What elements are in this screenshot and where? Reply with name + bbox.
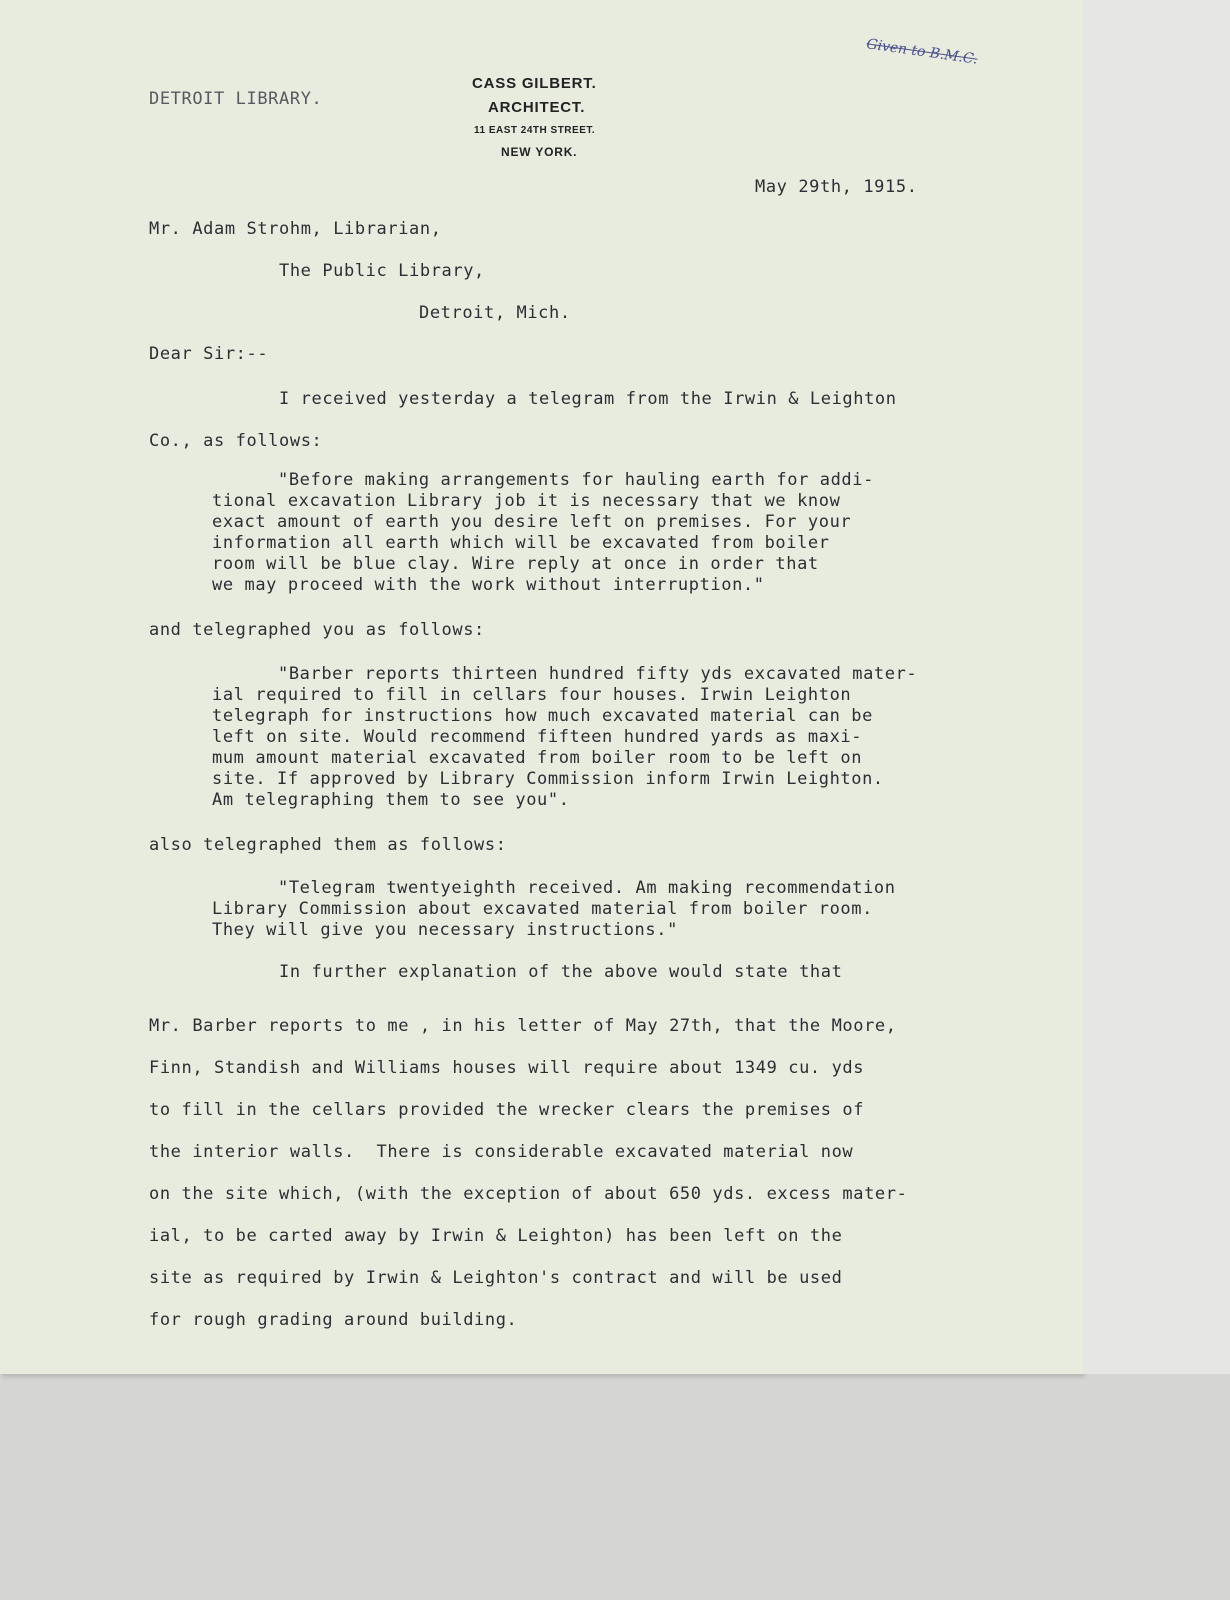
quote-line: ial required to fill in cellars four houses. Irwin Leighton: [212, 685, 852, 705]
telegram-quote-2: [212, 664, 918, 811]
quote-line: mum amount material excavated from boiler room to be left on: [212, 748, 863, 768]
quote-line: They will give you necessary instructions.": [212, 920, 678, 940]
connector-line: and telegraphed you as follows:: [149, 620, 485, 640]
paragraph-line: site as required by Irwin & Leighton's contract and will be used: [149, 1268, 843, 1288]
salutation: Dear Sir:--: [149, 344, 269, 364]
quote-line: site. If approved by Library Commission inform Irwin Leighton.: [212, 769, 884, 789]
handwritten-note: Given to B.M.C.: [865, 36, 979, 68]
telegram-quote-3: [212, 878, 896, 941]
quote-line: "Barber reports thirteen hundred fifty yds excavated mater-: [278, 664, 918, 684]
quote-line: exact amount of earth you desire left on premises. For your: [212, 512, 852, 532]
telegram-quote-1: [212, 470, 874, 596]
letterhead-title: ARCHITECT.: [488, 99, 586, 116]
quote-line: Library Commission about excavated material from boiler room.: [212, 899, 873, 919]
addressee-line: Detroit, Mich.: [419, 303, 571, 323]
quote-line: tional excavation Library job it is necessary that we know: [212, 491, 841, 511]
addressee-line: The Public Library,: [279, 261, 485, 281]
paragraph-line: on the site which, (with the exception of about 650 yds. excess mater-: [149, 1184, 908, 1204]
connector-line: also telegraphed them as follows:: [149, 835, 507, 855]
quote-line: room will be blue clay. Wire reply at once in order that: [212, 554, 819, 574]
paragraph-line: for rough grading around building.: [149, 1310, 518, 1330]
quote-line: left on site. Would recommend fifteen hundred yards as maxi-: [212, 727, 863, 747]
letter-date: May 29th, 1915.: [755, 177, 918, 197]
explanation-first-line: In further explanation of the above would state that: [279, 962, 843, 982]
quote-line: we may proceed with the work without interruption.": [212, 575, 765, 595]
paragraph-line: the interior walls. There is considerable excavated material now: [149, 1142, 854, 1162]
letterhead-city: NEW YORK.: [501, 145, 578, 159]
intro-line: Co., as follows:: [149, 431, 323, 451]
quote-line: Am telegraphing them to see you".: [212, 790, 570, 810]
intro-line: I received yesterday a telegram from the Irwin & Leighton: [279, 389, 897, 409]
letterhead-name: CASS GILBERT.: [472, 75, 597, 92]
explanation-paragraph: [149, 1005, 907, 1341]
addressee-line: Mr. Adam Strohm, Librarian,: [149, 219, 442, 239]
letterhead-address: 11 EAST 24TH STREET.: [474, 125, 596, 136]
quote-line: "Before making arrangements for hauling earth for addi-: [278, 470, 874, 490]
background-margin: [1083, 0, 1230, 1374]
paragraph-line: ial, to be carted away by Irwin & Leighton) has been left on the: [149, 1226, 843, 1246]
quote-line: information all earth which will be excavated from boiler: [212, 533, 830, 553]
paragraph-line: Mr. Barber reports to me , in his letter of May 27th, that the Moore,: [149, 1016, 897, 1036]
paragraph-line: to fill in the cellars provided the wrecker clears the premises of: [149, 1100, 865, 1120]
filing-label: DETROIT LIBRARY.: [149, 89, 323, 109]
paragraph-line: Finn, Standish and Williams houses will require about 1349 cu. yds: [149, 1058, 865, 1078]
quote-line: "Telegram twentyeighth received. Am making recommendation: [278, 878, 896, 898]
quote-line: telegraph for instructions how much excavated material can be: [212, 706, 873, 726]
